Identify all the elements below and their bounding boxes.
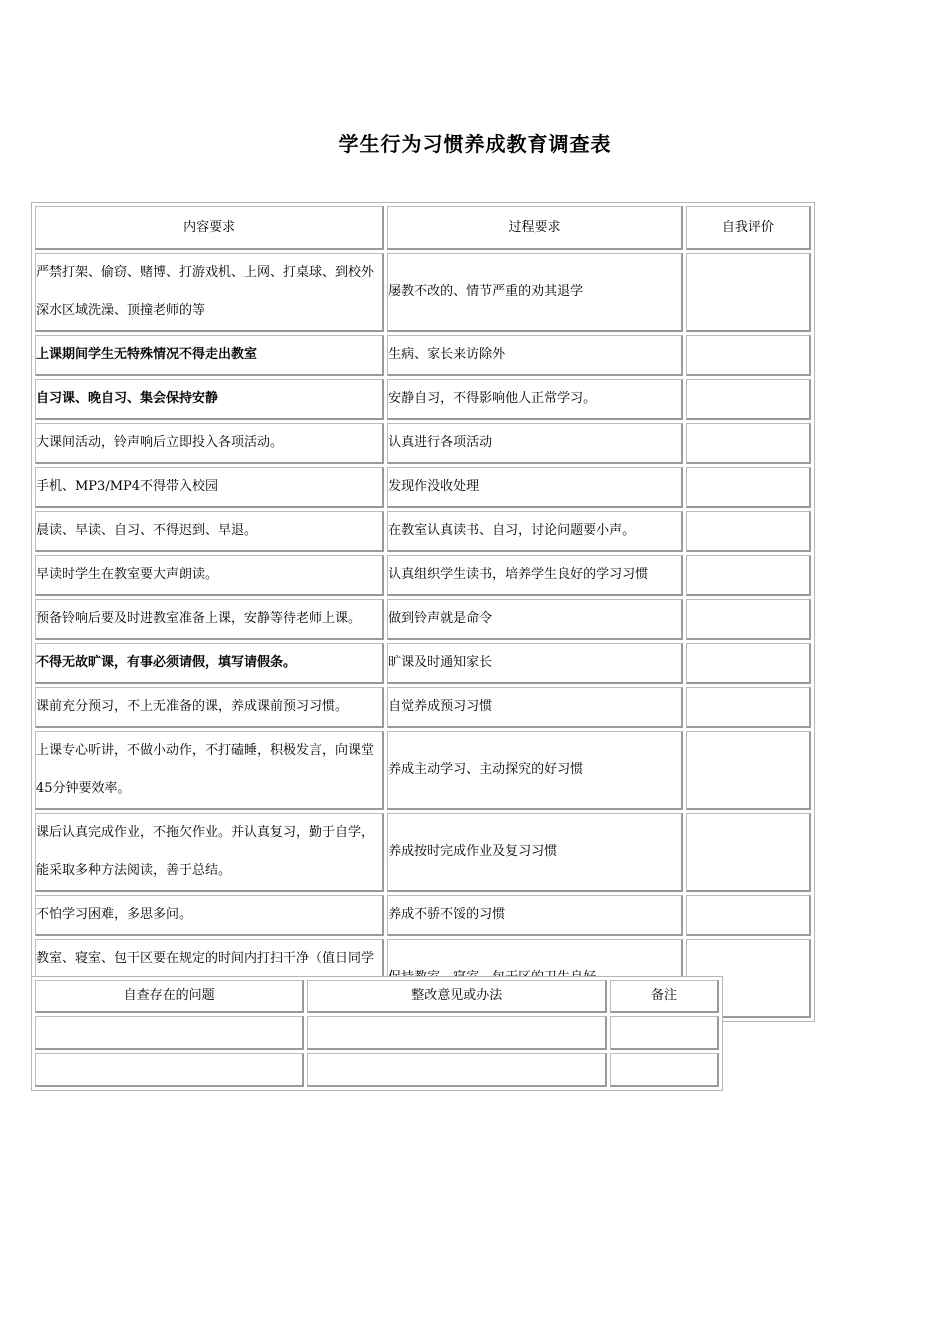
- process-cell: 生病、家长来访除外: [387, 335, 683, 376]
- table-row: [35, 555, 811, 596]
- table-row: [35, 731, 811, 810]
- process-cell: 养成主动学习、主动探究的好习惯: [387, 731, 683, 810]
- content-cell: 手机、MP3/MP4不得带入校园: [35, 467, 384, 508]
- problem-cell[interactable]: [35, 1016, 304, 1050]
- self-evaluation-cell[interactable]: [686, 643, 811, 684]
- process-cell: 安静自习，不得影响他人正常学习。: [387, 379, 683, 420]
- content-cell: 不得无故旷课，有事必须请假，填写请假条。: [35, 643, 384, 684]
- header-process-requirements: 过程要求: [387, 206, 683, 250]
- note-cell[interactable]: [610, 1016, 719, 1050]
- self-evaluation-cell[interactable]: [686, 687, 811, 728]
- table-row: [35, 643, 811, 684]
- process-cell: 屡教不改的、情节严重的劝其退学: [387, 253, 683, 332]
- table-row: [35, 813, 811, 892]
- self-evaluation-cell[interactable]: [686, 423, 811, 464]
- table-header-row: [35, 206, 811, 250]
- self-evaluation-cell[interactable]: [686, 467, 811, 508]
- table-row: [35, 423, 811, 464]
- self-evaluation-cell[interactable]: [686, 335, 811, 376]
- content-cell: 上课专心听讲，不做小动作，不打磕睡，积极发言，向课堂45分钟要效率。: [35, 731, 384, 810]
- content-cell: 预备铃响后要及时进教室准备上课，安静等待老师上课。: [35, 599, 384, 640]
- self-evaluation-cell[interactable]: [686, 555, 811, 596]
- process-cell: 在教室认真读书、自习，讨论问题要小声。: [387, 511, 683, 552]
- process-cell: 做到铃声就是命令: [387, 599, 683, 640]
- process-cell: 认真进行各项活动: [387, 423, 683, 464]
- table-header-row: [35, 980, 719, 1013]
- content-cell: 自习课、晚自习、集会保持安静: [35, 379, 384, 420]
- table-row: [35, 895, 811, 936]
- header-advice: 整改意见或办法: [307, 980, 607, 1013]
- note-cell[interactable]: [610, 1053, 719, 1087]
- self-evaluation-cell[interactable]: [686, 253, 811, 332]
- process-cell: 养成按时完成作业及复习习惯: [387, 813, 683, 892]
- content-cell: 课后认真完成作业，不拖欠作业。并认真复习，勤于自学，能采取多种方法阅读，善于总结。: [35, 813, 384, 892]
- page-title: 学生行为习惯养成教育调查表: [338, 132, 612, 156]
- self-evaluation-cell[interactable]: [686, 511, 811, 552]
- content-cell: 晨读、早读、自习、不得迟到、早退。: [35, 511, 384, 552]
- table-row: [35, 511, 811, 552]
- content-cell: 早读时学生在教室要大声朗读。: [35, 555, 384, 596]
- process-cell: 旷课及时通知家长: [387, 643, 683, 684]
- header-self-evaluation: 自我评价: [686, 206, 811, 250]
- content-cell: 上课期间学生无特殊情况不得走出教室: [35, 335, 384, 376]
- self-check-table: [31, 976, 723, 1091]
- process-cell: 认真组织学生读书，培养学生良好的学习习惯: [387, 555, 683, 596]
- content-cell: 大课间活动，铃声响后立即投入各项活动。: [35, 423, 384, 464]
- table-row: [35, 253, 811, 332]
- table-row: [35, 599, 811, 640]
- advice-cell[interactable]: [307, 1016, 607, 1050]
- self-evaluation-cell[interactable]: [686, 813, 811, 892]
- header-notes: 备注: [610, 980, 719, 1013]
- content-cell: 严禁打架、偷窃、赌博、打游戏机、上网、打桌球、到校外深水区域洗澡、顶撞老师的等: [35, 253, 384, 332]
- table-row: [35, 379, 811, 420]
- process-cell: 发现作没收处理: [387, 467, 683, 508]
- content-cell: 不怕学习困难，多思多问。: [35, 895, 384, 936]
- self-evaluation-cell[interactable]: [686, 379, 811, 420]
- content-cell: 课前充分预习，不上无准备的课，养成课前预习习惯。: [35, 687, 384, 728]
- process-cell: 养成不骄不馁的习惯: [387, 895, 683, 936]
- content-cell: 教室、寝室、包干区要在规定的时间内打扫干净（值日同学: [35, 939, 384, 1018]
- process-cell: 自觉养成预习习惯: [387, 687, 683, 728]
- table-row: [35, 335, 811, 376]
- table-row: [35, 467, 811, 508]
- header-problems: 自查存在的问题: [35, 980, 304, 1013]
- table-row: [35, 1053, 719, 1087]
- table-row: [35, 1016, 719, 1050]
- header-content-requirements: 内容要求: [35, 206, 384, 250]
- problem-cell[interactable]: [35, 1053, 304, 1087]
- self-evaluation-cell[interactable]: [686, 599, 811, 640]
- behavior-requirements-table: [31, 202, 815, 1022]
- table-row: [35, 687, 811, 728]
- advice-cell[interactable]: [307, 1053, 607, 1087]
- self-evaluation-cell[interactable]: [686, 895, 811, 936]
- self-evaluation-cell[interactable]: [686, 731, 811, 810]
